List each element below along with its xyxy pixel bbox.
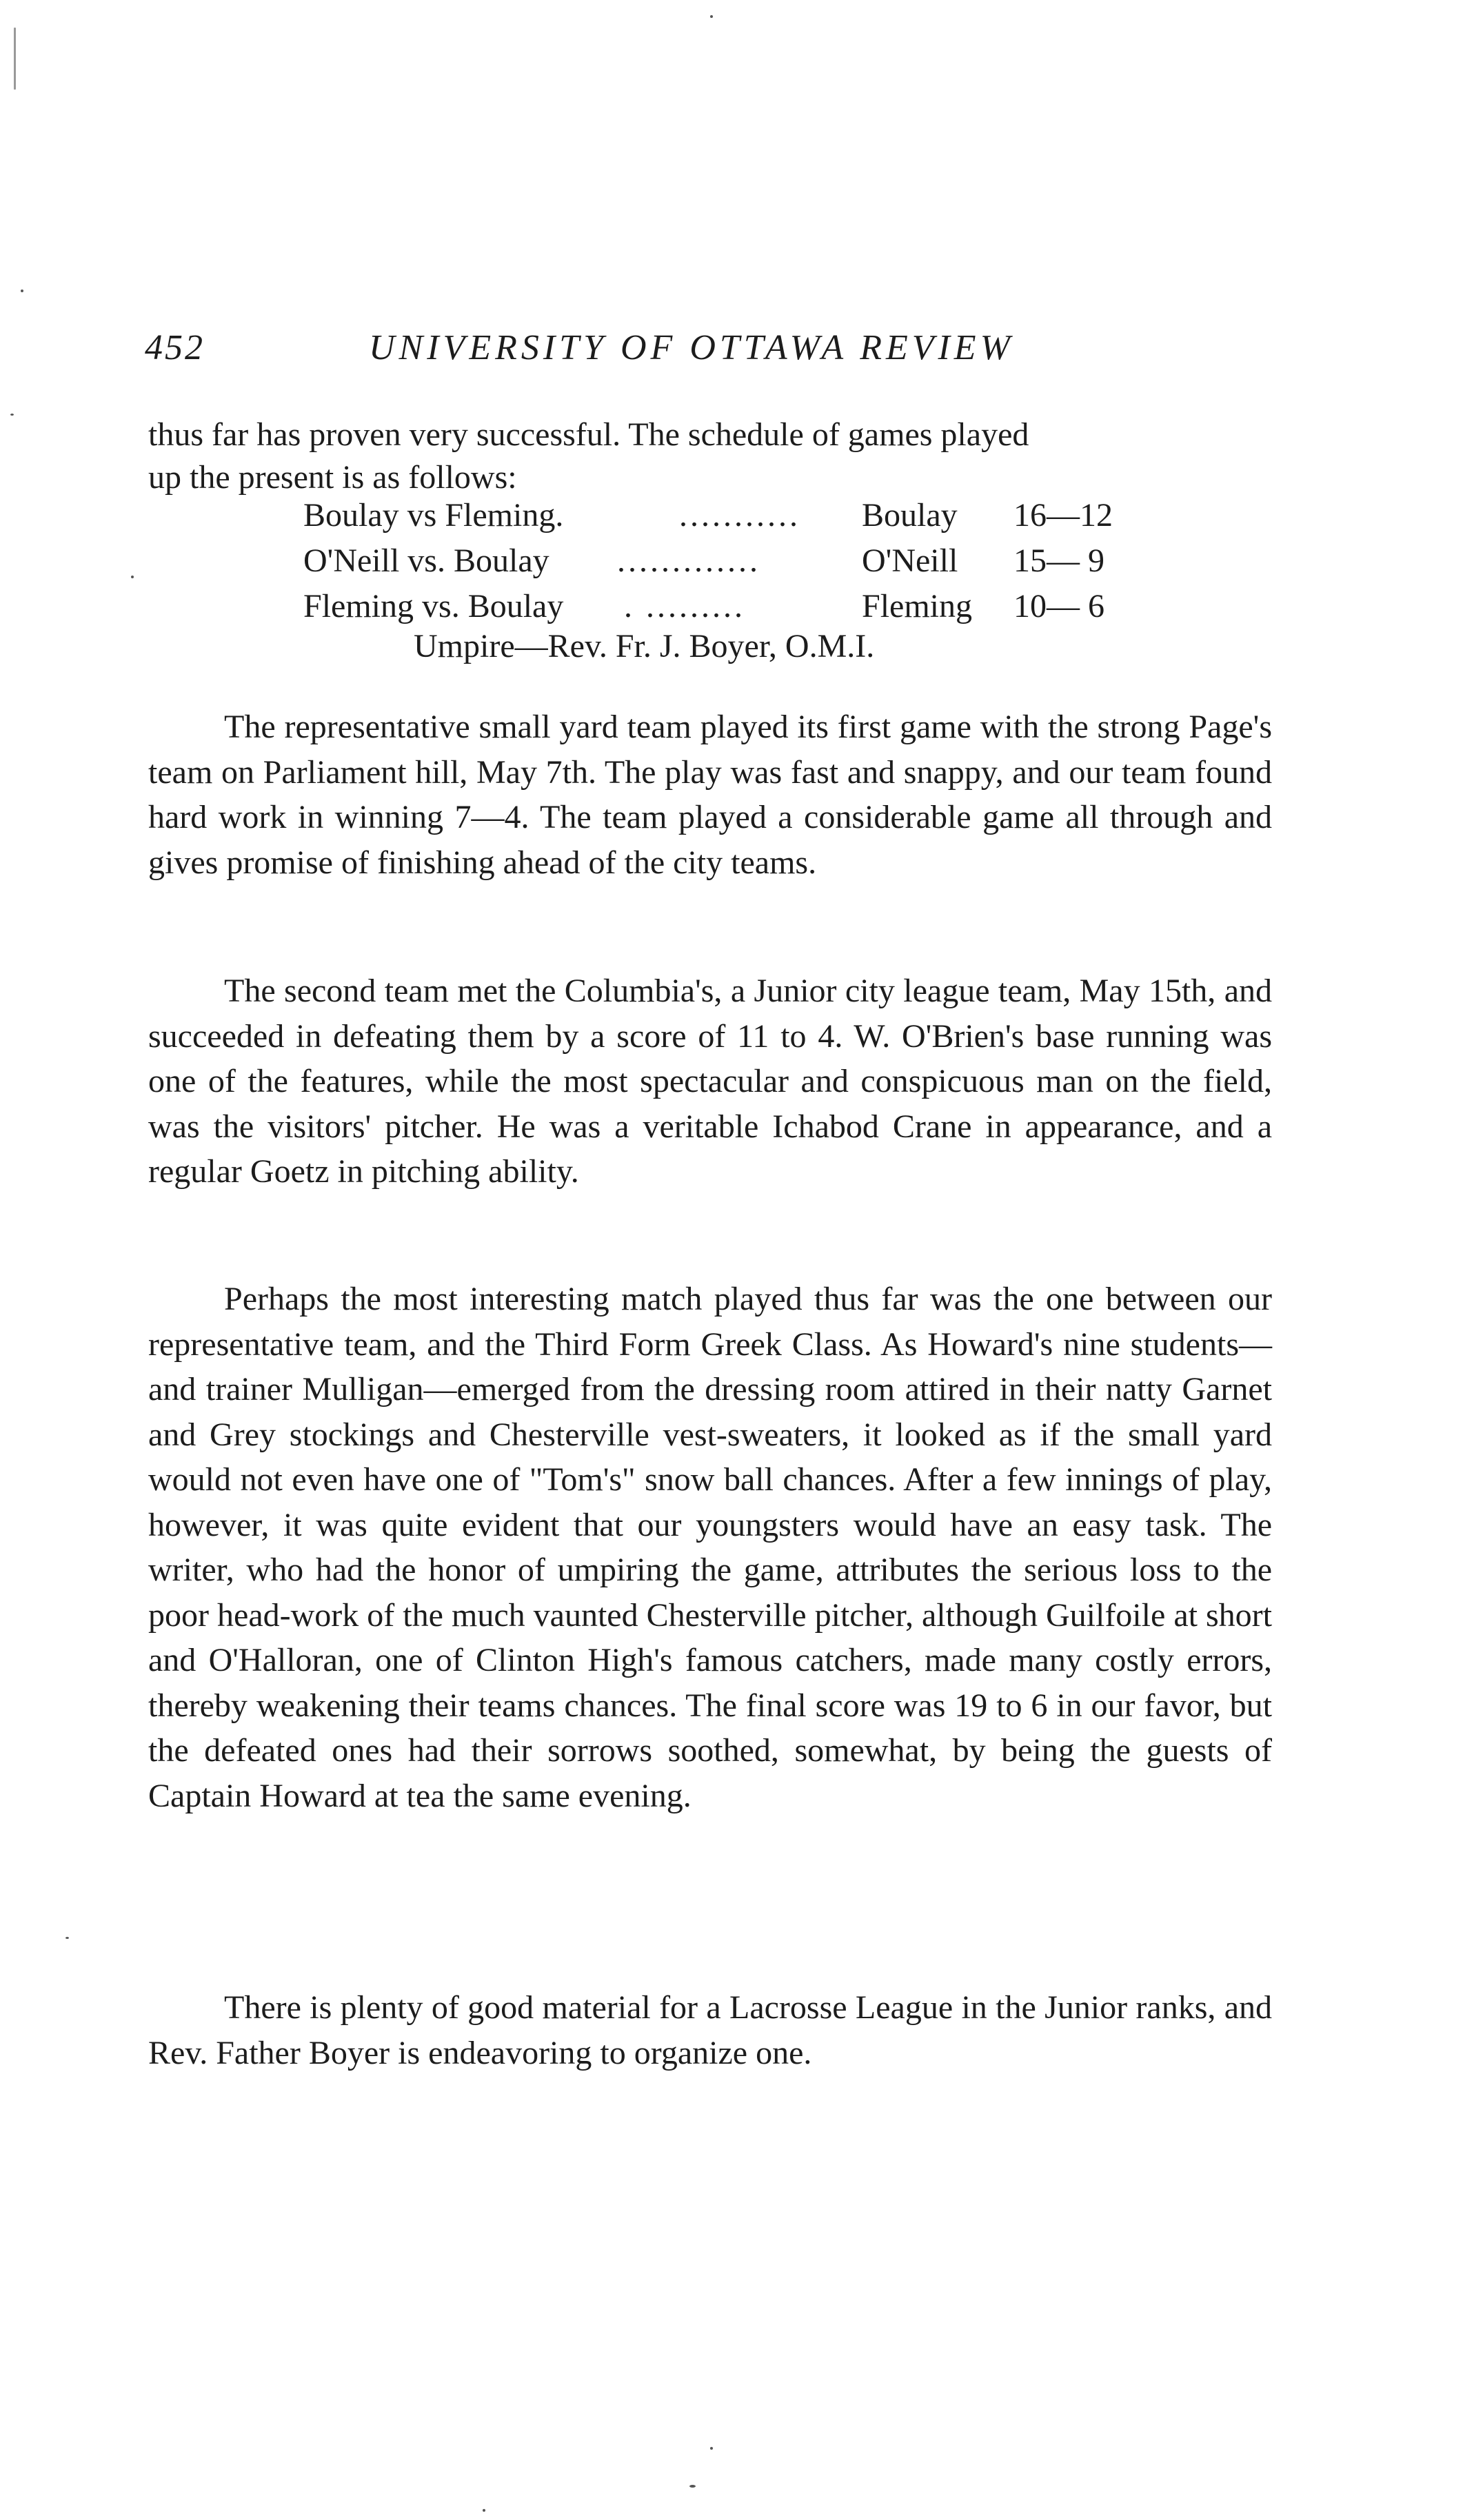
game-schedule (303, 496, 1200, 633)
paragraph: There is plenty of good material for a Lacrosse League in the Junior ranks, and Rev. Father Boyer is endeavoring to organize one. (148, 1989, 1272, 2071)
scan-speck (689, 2485, 696, 2488)
scan-speck (483, 2509, 485, 2512)
schedule-row (303, 496, 1200, 542)
running-head: UNIVERSITY OF OTTAWA REVIEW (369, 328, 1014, 367)
intro-text (148, 414, 1272, 499)
game-score: 15— 9 (1013, 542, 1104, 579)
dot-leader: ........... (679, 497, 800, 534)
scan-speck (710, 2447, 713, 2450)
game-score: 16—12 (1013, 497, 1113, 534)
page-header (145, 327, 1310, 376)
dot-leader: ............. (617, 542, 760, 579)
paragraph: The second team met the Columbia's, a Junior city league team, May 15th, and succeeded in defeating them by a score of 11 to 4. W. O'Brien's base running was one of the features, while the most spectacular and conspicuous man on the field, was the visitors' pitcher. He was a veritable Ichabod Crane in appearance, and a regular Goetz in pitching ability. (148, 973, 1272, 1190)
game-score: 10— 6 (1013, 588, 1104, 624)
intro-line-1: thus far has proven very successful. The schedule of games played (148, 416, 1029, 453)
scan-speck (131, 576, 134, 578)
intro-line-2: up the present is as follows: (148, 459, 517, 496)
scan-speck (10, 414, 14, 416)
scan-speck (14, 28, 16, 90)
paragraph: Perhaps the most interesting match played thus far was the one between our representative team, and the Third Form Greek Class. As Howard's nine students—and trainer Mulligan—emerged from the dressing room attired in their natty Garnet and Grey stockings and Chesterville vest-sweaters, it looked as if the small yard would not even have one of "Tom's" snow ball chances. After a few innings of play, however, it was quite evident that our youngsters would have an easy task. The writer, who had the honor of umpiring the game, attributes the serious loss to the poor head-work of the much vaunted Chesterville pitcher, although Guilfoile at short and O'Halloran, one of Clinton High's famous catchers, made many costly errors, thereby weakening their teams chances. The final score was 19 to 6 in our favor, but the defeated ones had their sorrows soothed, somewhat, by being the guests of Captain Howard at tea the same evening. (148, 1281, 1272, 1814)
game-matchup: Boulay vs Fleming. (303, 497, 564, 534)
schedule-row (303, 587, 1200, 633)
game-matchup: Fleming vs. Boulay (303, 588, 564, 624)
game-winner: Boulay (862, 497, 958, 534)
game-winner: Fleming (862, 588, 973, 624)
paragraph: The representative small yard team played its first game with the strong Page's team on Parliament hill, May 7th. The play was fast and snappy, and our team found hard work in winning 7—4. The team played a considerable game all through and gives promise of finishing ahead of the city teams. (148, 709, 1272, 881)
page-number: 452 (145, 328, 205, 367)
scan-speck (710, 15, 713, 18)
scan-speck (21, 289, 23, 292)
game-matchup: O'Neill vs. Boulay (303, 542, 549, 579)
schedule-row (303, 542, 1200, 587)
umpire-line: Umpire—Rev. Fr. J. Boyer, O.M.I. (414, 628, 875, 664)
scan-speck (65, 1937, 69, 1939)
dot-leader: . ......... (624, 588, 745, 624)
game-winner: O'Neill (862, 542, 958, 579)
